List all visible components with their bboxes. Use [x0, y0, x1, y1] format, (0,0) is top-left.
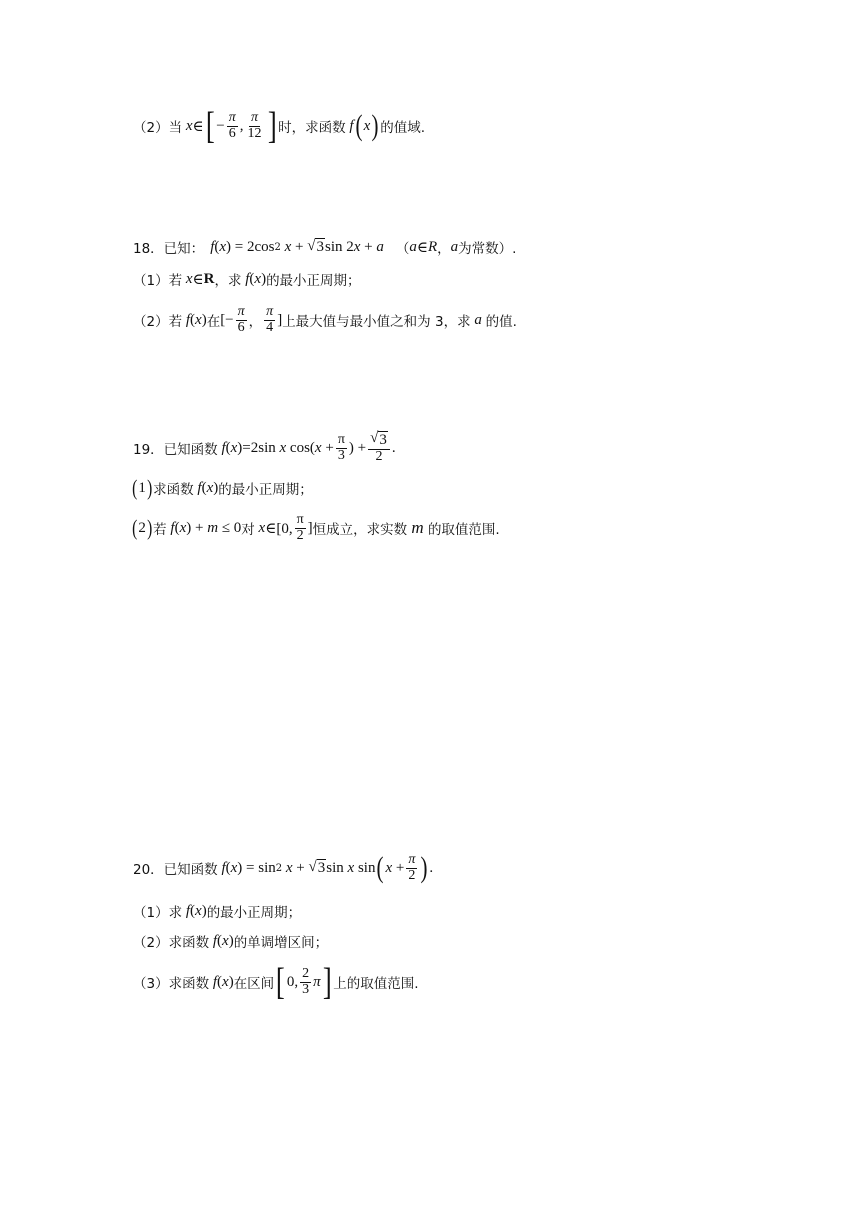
q17-part2-label: （2）当 [133, 120, 183, 136]
q20-number: 20．已知函数 [133, 862, 218, 878]
fraction-2-3: $\frac{2}{3}$ [302, 965, 310, 997]
sqrt-3: √ 3 [307, 238, 324, 256]
fraction-sqrt3-2: √ 3 2 [368, 431, 390, 464]
math-in: ∈ [192, 118, 204, 135]
fraction-pi-12: $\frac{\pi}{12}$ [247, 109, 262, 141]
q20-part3: （3）求函数 f ( x ) 在区间 [ 0, $\frac{2}{3}$ π ] 上的取值范围. [133, 961, 419, 1003]
fraction-pi-4: $\frac{\pi}{4}$ [266, 303, 274, 335]
q17-part2: （2）当 x ∈ [ − $\frac{\pi}{6}$ , $\frac{\pi}{12}$ ] 时，求函数 f ( x ) 的值域. [133, 105, 426, 147]
q18-number: 18．已知： [133, 241, 205, 257]
q20-part2: （2）求函数 f ( x ) 的单调增区间； [133, 932, 329, 951]
q20-stem: 20．已知函数 f ( x ) = sin 2 x + √ 3 sin x sin ( x + $\frac{\pi}{2}$ ) . [133, 851, 434, 884]
fraction-pi-2: $\frac{\pi}{2}$ [408, 851, 416, 883]
sqrt-3: √ 3 [308, 859, 326, 877]
fraction-pi-6: $\frac{\pi}{6}$ [228, 109, 236, 141]
q18-part2: （2）若 f ( x ) 在 [− $\frac{\pi}{6}$ ， $\frac{\pi}{4}$ ] 上最大值与最小值之和为 3，求 a 的值. [133, 303, 517, 335]
math-x: x [182, 117, 193, 134]
fraction-pi-2: $\frac{\pi}{2}$ [296, 511, 304, 543]
q17-part2-tail: 的值域. [380, 120, 426, 136]
q17-part2-shi: 时，求函数 [278, 120, 346, 136]
q19-stem: 19．已知函数 f ( x )=2sin x cos( x + $\frac{\pi}{3}$ ) + √ 3 2 . [133, 430, 396, 464]
q19-part1: ( 1 ) 求函数 f ( x ) 的最小正周期； [132, 475, 313, 500]
q18-part1: （1）若 x ∈ R ，求 f ( x ) 的最小正周期； [133, 270, 361, 289]
fraction-pi-3: $\frac{\pi}{3}$ [337, 431, 345, 463]
left-bracket: [ [276, 961, 285, 1003]
q18-stem: 18．已知： f ( x ) = 2cos 2 x + √ 3 sin 2 x + a （ a ∈ R ， a 为常数）. [133, 238, 517, 257]
q19-number: 19．已知函数 [133, 442, 218, 458]
right-bracket: ] [267, 105, 277, 147]
fraction-pi-6: $\frac{\pi}{6}$ [237, 303, 245, 335]
q19-part2: ( 2 ) 若 f ( x ) + m ≤ 0 对 x ∈[0, $\frac{\pi}{2}$ ] 恒成立，求实数 m 的取值范围. [132, 511, 500, 543]
left-bracket: [ [205, 105, 215, 147]
right-bracket: ] [322, 961, 332, 1003]
q20-part1: （1）求 f ( x ) 的最小正周期； [133, 902, 302, 921]
